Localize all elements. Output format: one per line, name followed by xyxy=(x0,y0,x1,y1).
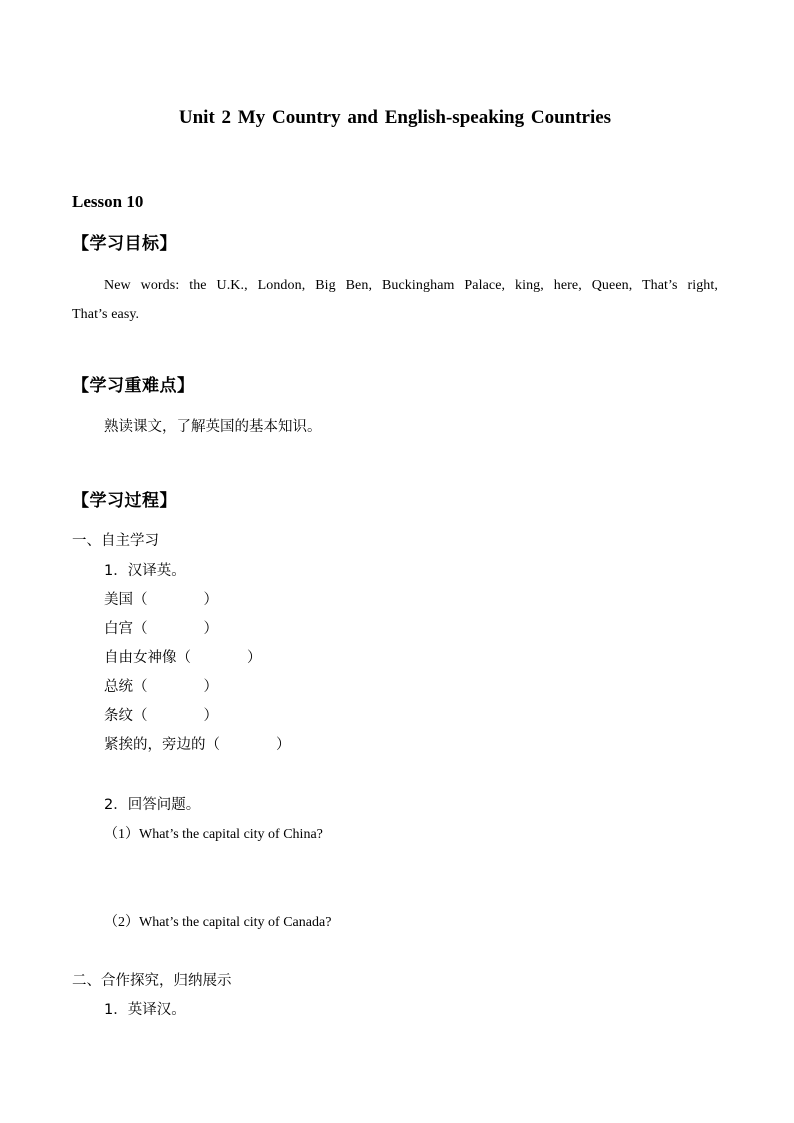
vocab-item-close: ） xyxy=(203,708,218,724)
vocab-item-label: 美国（ xyxy=(104,592,148,608)
vocab-item xyxy=(104,619,218,639)
vocab-item-label: 总统（ xyxy=(104,679,148,695)
key-points-text: 熟读课文，了解英国的基本知识。 xyxy=(104,419,322,435)
vocab-item xyxy=(104,590,218,610)
question-2: （2）What’s the capital city of Canada? xyxy=(104,915,332,930)
lesson-label: Lesson 10 xyxy=(72,192,144,211)
objectives-text-line-2: That’s easy. xyxy=(72,307,140,322)
vocab-item-label: 条纹（ xyxy=(104,708,148,724)
task-2-label: 2．回答问题。 xyxy=(104,797,201,813)
vocab-item xyxy=(104,677,218,697)
vocab-item-close: ） xyxy=(276,737,291,753)
vocab-item-close: ） xyxy=(203,592,218,608)
vocab-item-label: 白宫（ xyxy=(104,621,148,637)
document-title: Unit 2 My Country and English-speaking Countries xyxy=(178,107,612,128)
task-1-label: 1．汉译英。 xyxy=(104,563,186,579)
section-2-task-1-label: 1．英译汉。 xyxy=(104,1002,186,1018)
process-heading: 【学习过程】 xyxy=(72,491,177,511)
objectives-heading: 【学习目标】 xyxy=(72,234,177,254)
question-1: （1）What’s the capital city of China? xyxy=(104,827,323,842)
vocab-item xyxy=(104,735,291,755)
objectives-text-line-1: New words: the U.K., London, Big Ben, Buckingham Palace, king, here, Queen, That’s right, xyxy=(104,278,718,293)
key-points-heading: 【学习重难点】 xyxy=(72,376,195,396)
vocab-item-close: ） xyxy=(247,650,262,666)
vocab-item-label: 紧挨的，旁边的（ xyxy=(104,737,220,753)
vocab-item xyxy=(104,706,218,726)
section-1-title: 一、自主学习 xyxy=(72,533,159,549)
vocab-item-close: ） xyxy=(203,679,218,695)
vocab-item-close: ） xyxy=(203,621,218,637)
section-2-title: 二、合作探究，归纳展示 xyxy=(72,973,232,989)
vocab-item-label: 自由女神像（ xyxy=(104,650,191,666)
vocab-item xyxy=(104,648,262,668)
